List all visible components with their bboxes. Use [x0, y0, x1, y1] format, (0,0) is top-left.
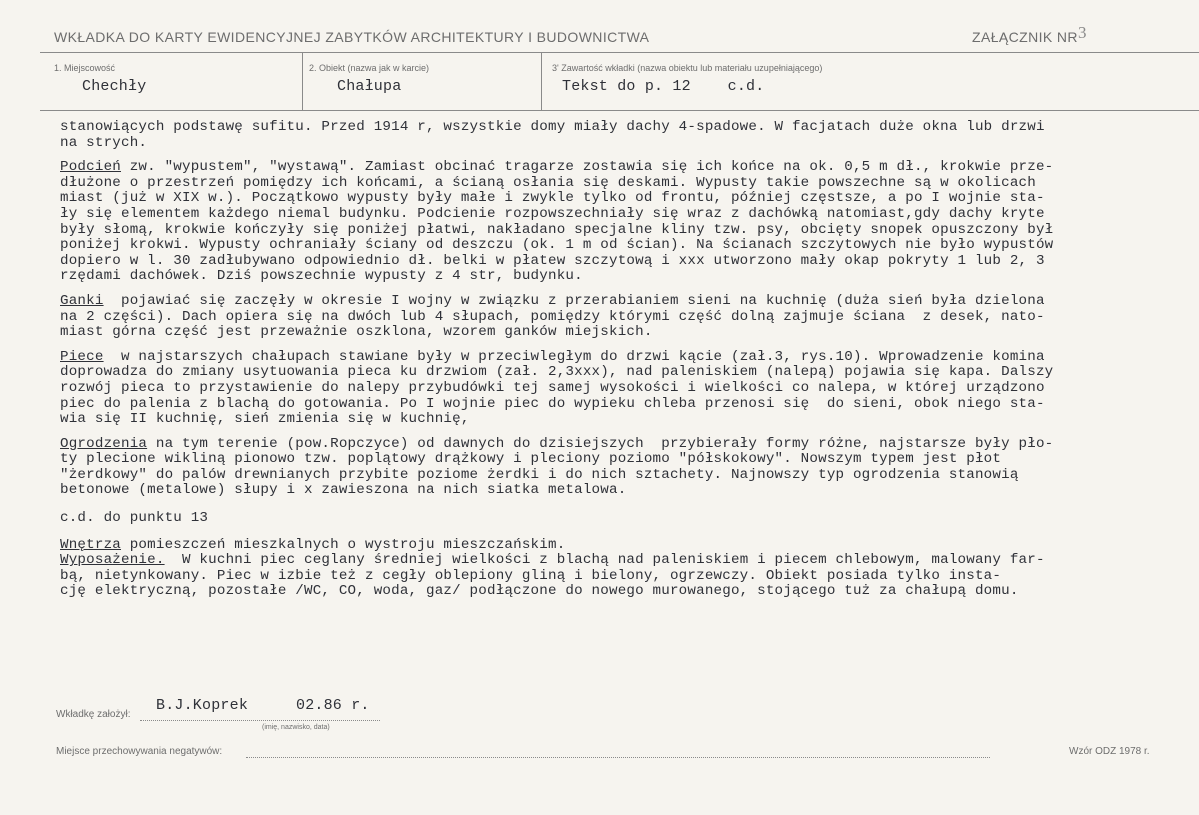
- paragraph-piece: [60, 350, 1190, 428]
- text-line: rzędami dachówek. Dziś powszechnie wypusty z 4 str, budynku.: [60, 268, 583, 285]
- compiled-sublabel: (imię, nazwisko, data): [262, 724, 330, 731]
- object-value: Chałupa: [337, 78, 402, 95]
- text-line: stanowiących podstawę sufitu. Przed 1914 r, wszystkie domy miały dachy 4-spadowe. W facjatach duże okna lub drzwi: [60, 119, 1045, 135]
- text-line: "żerdkowy" do palów drewnianych przybite poziome żerdki i do nich sztachety. Najnowszy typ ogrodzenia stanowią: [60, 466, 1019, 483]
- text-line: cję elektryczną, pozostałe /WC, CO, woda, gaz/ podłączone do nowego murowanego, stojącego tuż za chałupą domu.: [60, 583, 1019, 600]
- paragraph-podcien: [60, 160, 1190, 285]
- section-heading-ganki: Ganki: [60, 292, 104, 309]
- field-divider-2: [541, 53, 542, 110]
- document-body: [60, 120, 1190, 609]
- content-label: 3' Zawartość wkładki (nazwa obiektu lub materiału uzupełniającego): [552, 63, 823, 73]
- text-line: ty plecione wikliną pionowo tzw. poplątowy drążkowy i pleciony poziomo "półskokowy". Nowszym typem jest płot: [60, 451, 1002, 468]
- compiled-date: 02.86 r.: [296, 697, 370, 714]
- text-line: wia się II kuchnię, sień zmienia się w kuchnię,: [60, 411, 470, 428]
- text-line: W kuchni piec ceglany średniej wielkości z blachą nad paleniskiem i piecem chlebowym, malowany far-: [164, 552, 1045, 569]
- text-line: na strych.: [60, 134, 148, 151]
- section-heading-ogrodzenia: Ogrodzenia: [60, 435, 148, 452]
- locality-label: 1. Miejscowość: [54, 63, 116, 73]
- text-line: pojawiać się zaczęły w okresie I wojny w związku z przerabianiem sieni na kuchnię (duża sień była dzielona: [103, 292, 1045, 309]
- field-divider-1: [302, 53, 303, 110]
- text-line: dłużone o przestrzeń pomiędzy ich końcami, a ścianą osłania się deskami. Wypusty takie powszechne są w okolicach: [60, 174, 1036, 191]
- text-line: zw. "wypustem", "wystawą". Zamiast obcinać tragarze zostawia się ich końce na ok. 0,5 m dł., krokwie prze-: [121, 159, 1054, 176]
- annex-label: ZAŁĄCZNIK NR: [972, 29, 1078, 45]
- text-line: poniżej krokwi. Wypusty ochraniały ściany od deszczu (ok. 1 m od ścian). Na ścianach szczytowych nie było wypustów: [60, 237, 1054, 254]
- locality-value: Chechły: [82, 78, 147, 95]
- paragraph-ogrodzenia: [60, 437, 1190, 499]
- section-heading-podcien: Podcień: [60, 159, 121, 176]
- text-line: ły się elementem każdego niemal budynku. Podcienie rozpowszechniały się wraz z dachówką natomiast,gdy dachy kryte: [60, 205, 1045, 222]
- negatives-line: [246, 757, 990, 758]
- text-line: miast górna część jest przeważnie oszklona, wzorem ganków miejskich.: [60, 324, 653, 341]
- compiled-by-line: [140, 720, 380, 721]
- continued-note: c.d. do punktu 13: [60, 510, 209, 527]
- text-line: pomieszczeń mieszkalnych o wystroju mieszczańskim.: [121, 536, 566, 553]
- text-line: były słomą, krokwie kończyły się poniżej płatwi, nakładano specjalne kliny tzw. psy, obcięty snopek opuszczony był: [60, 221, 1054, 238]
- section-heading-wnetrza: Wnętrza: [60, 536, 121, 553]
- text-line: rozwój pieca to przystawienie do nalepy przybudówki tej samej wysokości i wielkości co nalepa, w której urządzono: [60, 379, 1045, 396]
- text-line: w najstarszych chałupach stawiane były w przeciwległym do drzwi kącie (zał.3, rys.10). Wprowadzenie komina: [103, 348, 1045, 365]
- paragraph-ceiling: [60, 120, 1190, 151]
- negatives-label: Miejsce przechowywania negatywów:: [56, 746, 223, 757]
- compiled-by-label: Wkładkę założył:: [56, 709, 131, 720]
- section-heading-wyposazenie: Wyposażenie.: [60, 552, 165, 569]
- text-line: betonowe (metalowe) słupy i x zawieszona na nich siatka metalowa.: [60, 482, 627, 499]
- annex-number: 3: [1078, 23, 1087, 42]
- text-line: bą, nietynkowany. Piec w izbie też z cegły oblepiony gliną i bielony, ogrzewczy. Obiekt posiada tylko insta-: [60, 567, 1002, 584]
- content-value: Tekst do p. 12 c.d.: [562, 78, 765, 95]
- header-rule: [40, 52, 1199, 53]
- text-line: piec do palenia z blachą do gotowania. Po I wojnie piec do wypieku chleba przenosi się do sieni, obok niego sta-: [60, 395, 1045, 412]
- text-line: na tym terenie (pow.Ropczyce) od dawnych do dzisiejszych przybierały formy różne, najstarsze były pło-: [147, 435, 1054, 452]
- text-line: doprowadza do zmiany usytuowania pieca ku drzwiom (zał. 2,3xxx), nad paleniskiem (nalepą) pojawia się kapa. Dalszy: [60, 364, 1054, 381]
- fields-rule: [40, 110, 1199, 111]
- paragraph-wnetrza: [60, 538, 1190, 554]
- paragraph-wyposazenie: [60, 553, 1190, 600]
- text-line: dopiero w l. 30 zadłubywano odpowiednio dł. belki w płatew szczytową i xxx utworzono mały okap pokryty 1 lub 2, 3: [60, 252, 1045, 269]
- paragraph-ganki: [60, 294, 1190, 341]
- form-title: WKŁADKA DO KARTY EWIDENCYJNEJ ZABYTKÓW ARCHITEKTURY I BUDOWNICTWA: [54, 29, 650, 45]
- form-id: Wzór ODZ 1978 r.: [1069, 746, 1150, 757]
- text-line: na 2 części). Dach opiera się na dwóch lub 4 słupach, pomiędzy którymi część dolną zajmuje ściana z desek, nato-: [60, 308, 1045, 325]
- section-heading-piece: Piece: [60, 348, 104, 365]
- text-line: miast (już w XIX w.). Początkowo wypusty były małe i zwykle tylko od frontu, później częstsze, a po I wojnie sta-: [60, 190, 1045, 207]
- compiled-by-name: B.J.Koprek: [156, 697, 249, 714]
- object-label: 2. Obiekt (nazwa jak w karcie): [309, 63, 430, 73]
